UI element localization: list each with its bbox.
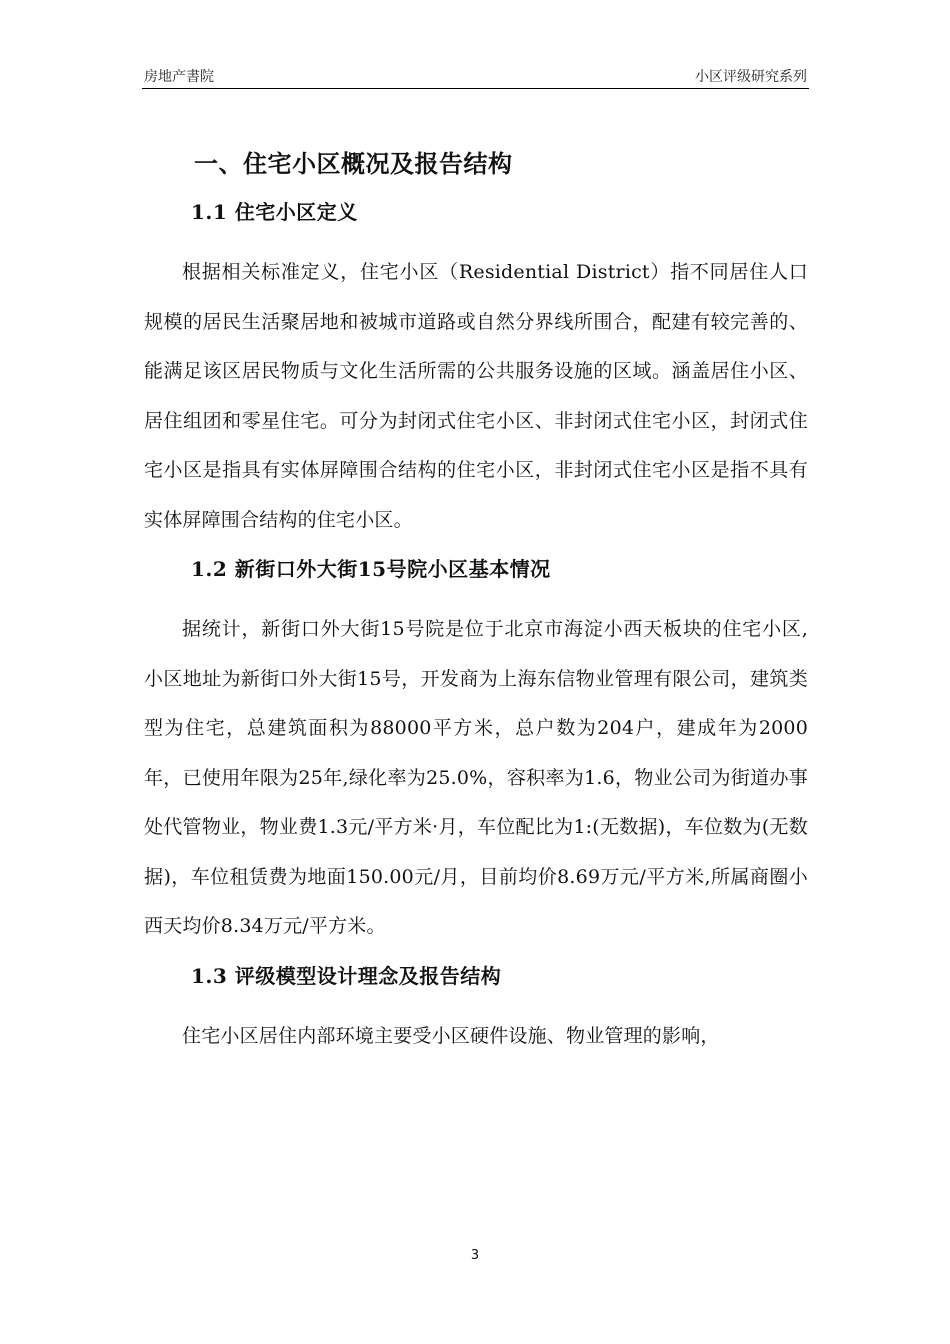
section-title-1-2: 1.2 新街口外大街15号院小区基本情况 <box>191 557 551 581</box>
section-paragraph-1-1: 根据相关标准定义，住宅小区（Residential District）指不同居住人口规模的居民生活聚居地和被城市道路或自然分界线所围合，配建有较完善的、能满足该区居民物质与文化生活所需的公共服务设施的区域。涵盖居住小区、居住组团和零星住宅。可分为封闭式住宅小区、非封闭式住宅小区，封闭式住宅小区是指具有实体屏障围合结构的住宅小区，非封闭式住宅小区是指不具有实体屏障围合结构的住宅小区。 <box>144 261 808 531</box>
section-title-1-1: 1.1 住宅小区定义 <box>191 200 358 224</box>
document-body <box>144 140 808 1061</box>
header-divider <box>142 88 809 89</box>
section-paragraph-1-2: 据统计，新街口外大街15号院是位于北京市海淀小西天板块的住宅小区,小区地址为新街口外大街15号，开发商为上海东信物业管理有限公司，建筑类型为住宅，总建筑面积为88000平方米，总户数为204户，建成年为2000年，已使用年限为25年,绿化率为25.0%，容积率为1.6，物业公司为街道办事处代管物业，物业费1.3元/平方米·月，车位配比为1:(无数据)，车位数为(无数据)，车位租赁费为地面150.00元/月，目前均价8.69万元/平方米,所属商圈小西天均价8.34万元/平方米。 <box>144 618 808 937</box>
section-title-1-3: 1.3 评级模型设计理念及报告结构 <box>191 963 502 988</box>
header-series-title: 小区评级研究系列 <box>695 69 807 85</box>
chapter-title: 一、住宅小区概况及报告结构 <box>194 149 513 178</box>
page-number: 3 <box>470 1248 480 1263</box>
section-paragraph-1-3: 住宅小区居住内部环境主要受小区硬件设施、物业管理的影响， <box>182 1024 720 1047</box>
header-publisher: 房地产書院 <box>144 69 214 85</box>
